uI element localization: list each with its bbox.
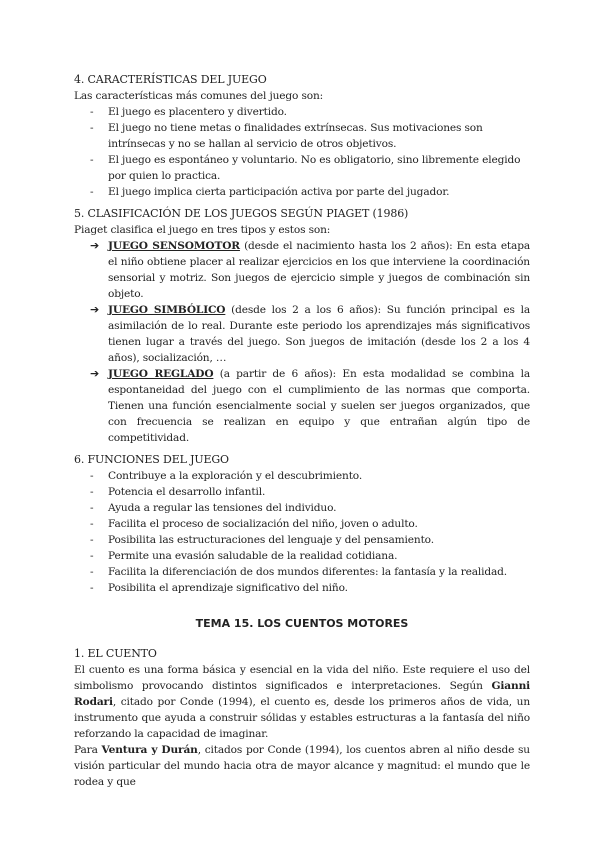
section-heading-funciones: 6. FUNCIONES DEL JUEGO	[74, 453, 229, 466]
functions-list	[74, 468, 530, 596]
section-intro: Piaget clasifica el juego en tres tipos y estos son:	[74, 224, 331, 236]
arrow-icon: ➔	[90, 239, 100, 252]
list-item: - El juego es placentero y divertido.	[90, 106, 287, 118]
list-item: - Ayuda a regular las tensiones del individuo.	[90, 502, 337, 514]
list-item: - Posibilita el aprendizaje significativo del niño.	[90, 582, 348, 594]
paragraph-cuento-1: El cuento es una forma básica y esencial en la vida del niño. Este requiere el uso del simbolismo provocando distintos significados e interpretaciones. Según Gianni Rodari, citado por Conde (1994), el cuento es, desde los primeros años de vida, un instrumento que ayuda a construir sólidas y estables estructuras a la fantasía del niño reforzando la capacidad de imaginar.	[74, 664, 530, 740]
list-item: ➔ JUEGO SENSOMOTOR (desde el nacimiento hasta los 2 años): En esta etapa el niño obtiene placer al realizar ejercicios en los que interviene la coordinación sensorial y motriz. Son juegos de ejercicio simple y juegos de combinación sin objeto.	[90, 239, 531, 300]
dash-bullet: -	[90, 486, 94, 498]
author-names: Ventura y Durán	[101, 744, 198, 756]
section-heading-clasificacion: 5. CLASIFICACIÓN DE LOS JUEGOS SEGÚN PIAGET (1986)	[74, 207, 409, 220]
list-item: - Potencia el desarrollo infantil.	[90, 486, 266, 498]
list-item: - Posibilita las estructuraciones del lenguaje y del pensamiento.	[90, 534, 434, 546]
list-item: ➔ JUEGO REGLADO (a partir de 6 años): En esta modalidad se combina la espontaneidad del juego con el cumplimiento de las normas que comporta. Tienen una función esencialmente social y suelen ser juegos organizados, que con frecuencia se realizan en equipo y que entrañan algún tipo de competitividad.	[90, 367, 530, 444]
term-label: JUEGO SENSOMOTOR	[108, 240, 240, 252]
arrow-icon: ➔	[90, 303, 100, 316]
characteristics-list	[74, 104, 530, 200]
arrow-icon: ➔	[90, 367, 100, 380]
dash-bullet: -	[90, 502, 94, 514]
paragraph-cuento-2: Para Ventura y Durán, citados por Conde (1994), los cuentos abren al niño desde su visión particular del mundo hacia otra de mayor alcance y magnitud: el mundo que le rodea y que	[74, 744, 530, 788]
section-heading-cuento: 1. EL CUENTO	[74, 647, 157, 660]
document-content	[74, 72, 530, 790]
dash-bullet: -	[90, 518, 94, 530]
section-heading-caracteristicas: 4. CARACTERÍSTICAS DEL JUEGO	[74, 73, 267, 86]
section-intro: Las características más comunes del juego son:	[74, 90, 324, 102]
list-item: - El juego no tiene metas o finalidades extrínsecas. Sus motivaciones son intrínsecas y no se hallan al servicio de otros objetivos.	[90, 122, 483, 150]
list-item: - El juego es espontáneo y voluntario. No es obligatorio, sino libremente elegido por quien lo practica.	[90, 154, 521, 182]
dash-bullet: -	[90, 154, 94, 166]
term-label: JUEGO SIMBÓLICO	[108, 304, 226, 316]
game-types-list	[74, 238, 530, 446]
dash-bullet: -	[90, 186, 94, 198]
dash-bullet: -	[90, 534, 94, 546]
dash-bullet: -	[90, 550, 94, 562]
list-item: - Permite una evasión saludable de la realidad cotidiana.	[90, 550, 398, 562]
list-item: - Facilita la diferenciación de dos mundos diferentes: la fantasía y la realidad.	[90, 566, 508, 578]
list-item: - Contribuye a la exploración y el descubrimiento.	[90, 470, 363, 482]
dash-bullet: -	[90, 582, 94, 594]
term-label: JUEGO REGLADO	[108, 368, 214, 380]
dash-bullet: -	[90, 122, 94, 134]
list-item: - El juego implica cierta participación activa por parte del jugador.	[90, 186, 450, 198]
author-name: Gianni Rodari	[74, 680, 530, 708]
dash-bullet: -	[90, 566, 94, 578]
list-item: ➔ JUEGO SIMBÓLICO (desde los 2 a los 6 años): Su función principal es la asimilación de lo real. Durante este periodo los aprendizajes más significativos tienen lugar a través del juego. Son juegos de imitación (desde los 2 a los 4 años), socialización, …	[90, 303, 530, 364]
dash-bullet: -	[90, 106, 94, 118]
tema-title: TEMA 15. LOS CUENTOS MOTORES	[195, 617, 409, 630]
dash-bullet: -	[90, 470, 94, 482]
list-item: - Facilita el proceso de socialización del niño, joven o adulto.	[90, 518, 418, 530]
